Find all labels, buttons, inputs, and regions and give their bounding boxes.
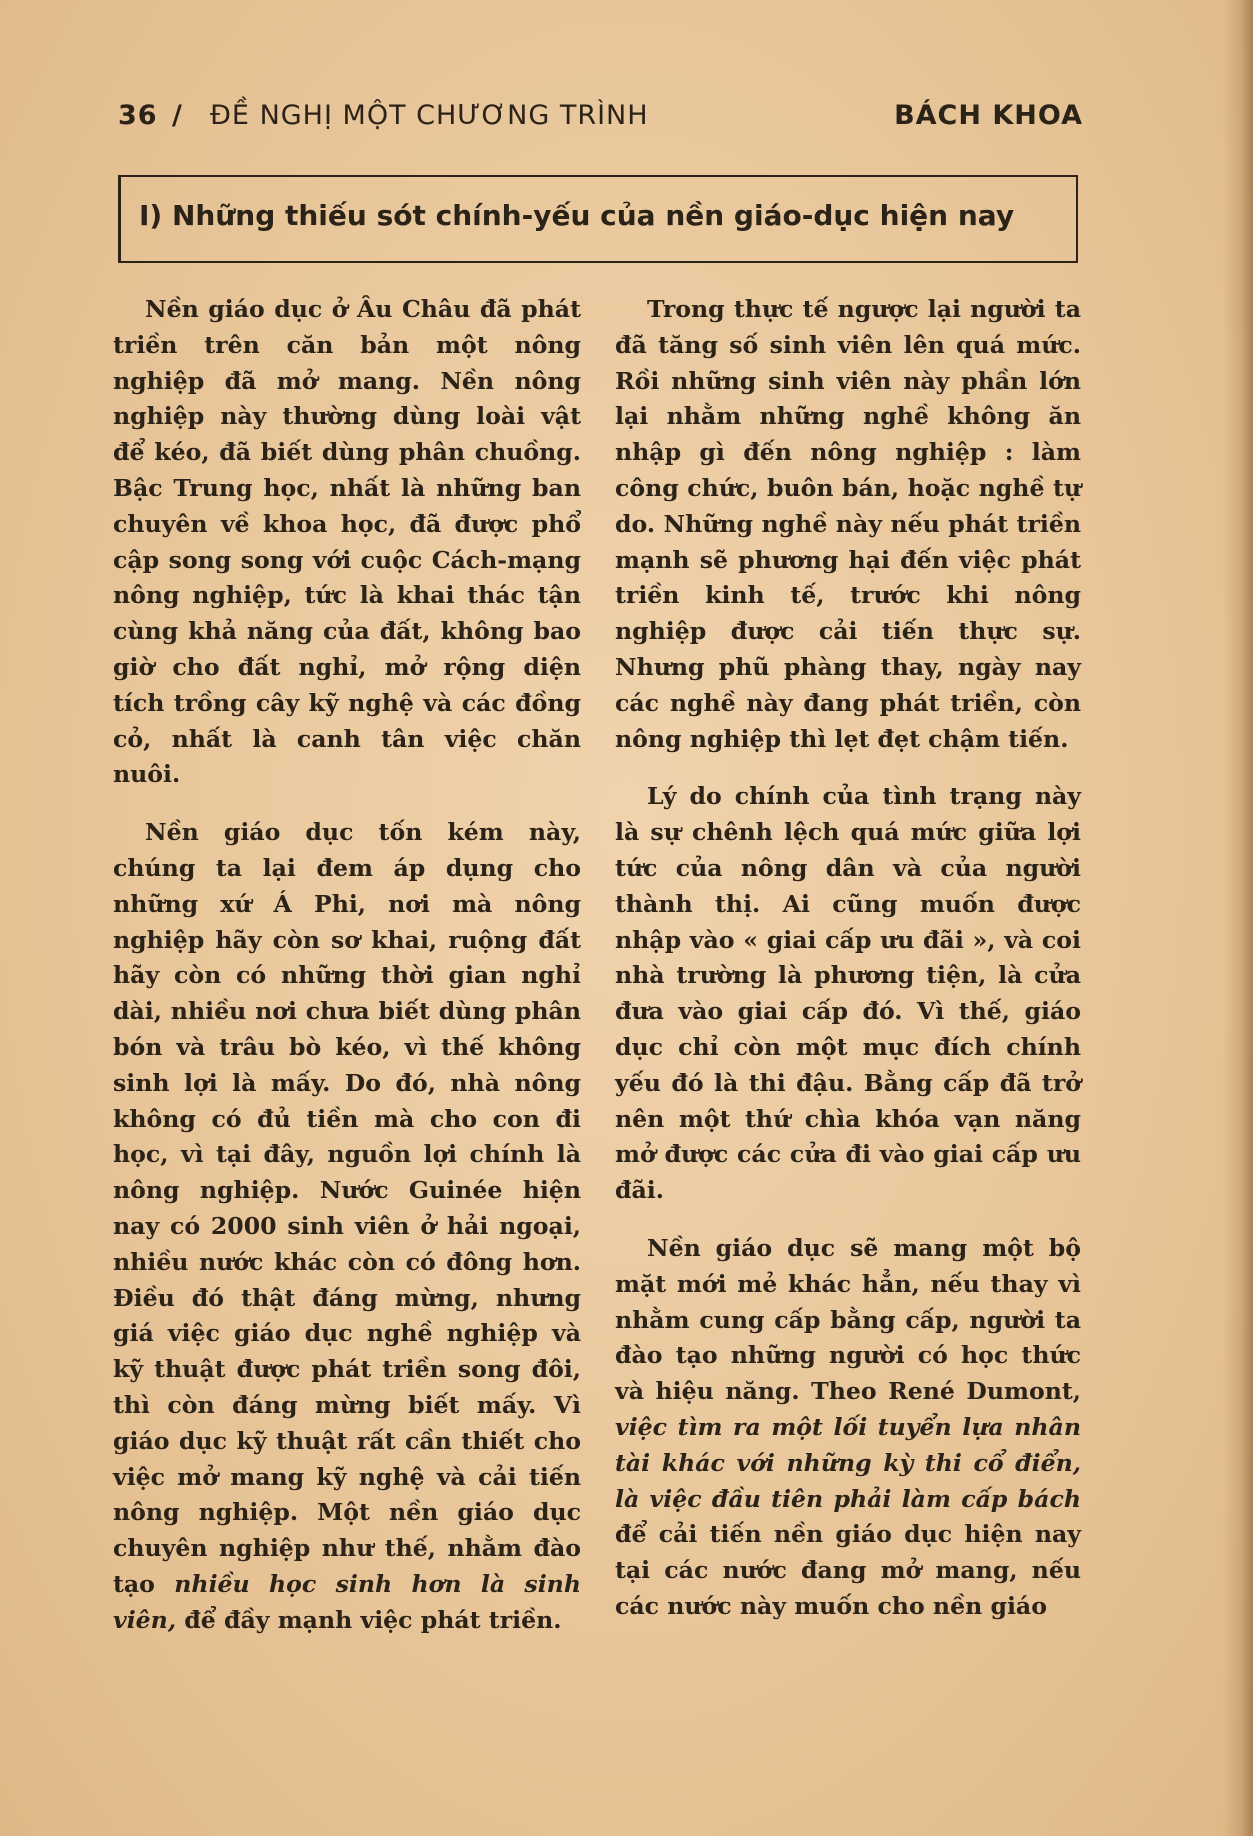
section-heading-box [118, 175, 1078, 263]
running-title: ĐỀ NGHỊ MỘT CHƯƠNG TRÌNH [210, 100, 649, 131]
left-paragraph-2-text: Nền giáo dục tốn kém này, chúng ta lại đem áp dụng cho những xứ Á Phi, nơi mà nông nghiệp hãy còn sơ khai, ruộng đất hãy còn có những thời gian nghỉ dài, nhiều nơi chưa biết dùng phân bón và trâu bò kéo, vì thế không sinh lợi là mấy. Do đó, nhà nông không có đủ tiền mà cho con đi học, vì tại đây, nguồn lợi chính là nông nghiệp. Nước Guinée hiện nay có 2000 sinh viên ở hải ngoại, nhiều nước khác còn có đông hơn. Điều đó thật đáng mừng, nhưng giá việc giáo dục nghề nghiệp và kỹ thuật được phát triền song đôi, thì còn đáng mừng biết mấy. Vì giáo dục kỹ thuật rất cần thiết cho việc mở mang kỹ nghệ và cải tiến nông nghiệp. Một nền giáo dục chuyên nghiệp như thế, nhằm đào tạo [113, 818, 581, 1598]
right-paragraph-3 [615, 1231, 1081, 1625]
right-paragraph-2: Lý do chính của tình trạng này là sự chênh lệch quá mức giữa lợi tức của nông dân và của người thành thị. Ai cũng muốn được nhập vào « giai cấp ưu đãi », và coi nhà trường là phương tiện, là cửa đưa vào giai cấp đó. Vì thế, giáo dục chỉ còn một mục đích chính yếu đó là thi đậu. Bằng cấp đã trở nên một thứ chìa khóa vạn năng mở được các cửa đi vào giai cấp ưu đãi. [615, 782, 1081, 1205]
left-paragraph-1: Nền giáo dục ở Âu Châu đã phát triền trên căn bản một nông nghiệp đã mở mang. Nền nông nghiệp này thường dùng loài vật để kéo, đã biết dùng phân chuồng. Bậc Trung học, nhất là những ban chuyên về khoa học, đã được phổ cập song song với cuộc Cách-mạng nông nghiệp, tức là khai thác tận cùng khả năng của đất, không bao giờ cho đất nghỉ, mở rộng diện tích trồng cây kỹ nghệ và các đồng cỏ, nhất là canh tân việc chăn nuôi. [113, 295, 581, 789]
left-paragraph-2 [113, 815, 581, 1638]
right-paragraph-3-italic: việc tìm ra một lối tuyển lựa nhân tài khác với những kỳ thi cổ điển, là việc đầu tiên phải làm cấp bách [615, 1412, 1081, 1513]
left-paragraph-2-end: để đầy mạnh việc phát triền. [184, 1605, 562, 1634]
right-paragraph-3-text: Nền giáo dục sẽ mang một bộ mặt mới mẻ khác hẳn, nếu thay vì nhằm cung cấp bằng cấp, người ta đào tạo những người có học thức và hiệu năng. Theo René Dumont, [615, 1233, 1081, 1406]
header-separator: / [172, 100, 182, 131]
left-paragraph-2-italic: nhiều học sinh hơn là sinh viên, [113, 1569, 581, 1634]
page-edge-shadow [1223, 0, 1253, 1836]
left-column [113, 292, 581, 1660]
right-column [615, 292, 1081, 1647]
right-paragraph-1: Trong thực tế ngược lại người ta đã tăng số sinh viên lên quá mức. Rồi những sinh viên này phần lớn lại nhằm những nghề không ăn nhập gì đến nông nghiệp : làm công chức, buôn bán, hoặc nghề tự do. Những nghề này nếu phát triền mạnh sẽ phương hại đến việc phát triền kinh tế, trước khi nông nghiệp được cải tiến thực sự. Nhưng phũ phàng thay, ngày nay các nghề này đang phát triền, còn nông nghiệp thì lẹt đẹt chậm tiến. [615, 295, 1081, 753]
right-paragraph-3-end: để cải tiến nền giáo dục hiện nay tại các nước đang mở mang, nếu các nước này muốn cho nền giáo [615, 1520, 1081, 1620]
page-number: 36 [118, 100, 158, 131]
page-header [118, 100, 1083, 140]
magazine-name: BÁCH KHOA [894, 100, 1083, 131]
section-title: I) Những thiếu sót chính-yếu của nền giáo-dục hiện nay [139, 199, 1015, 232]
